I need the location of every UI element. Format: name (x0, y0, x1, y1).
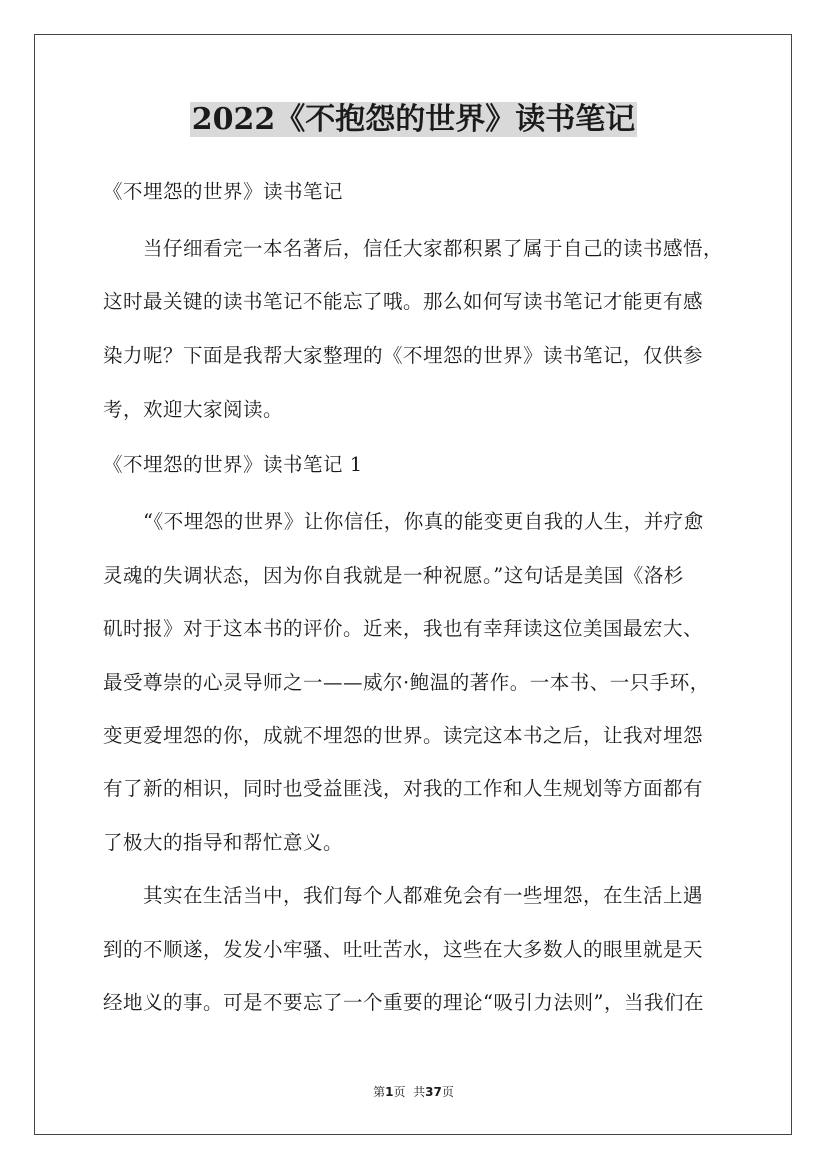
page-prefix: 第 (373, 1085, 386, 1099)
paragraph-line: 当仔细看完一本名著后，信任大家都积累了属于自己的读书感悟， (143, 237, 724, 260)
paragraph-line: 到的不顺遂，发发小牢骚、吐吐苦水，这些在大多数人的眼里就是天 (103, 938, 704, 961)
page-footer (0, 1083, 827, 1101)
paragraph-line: 最受尊崇的心灵导师之一——威尔·鲍温的著作。一本书、一只手环， (103, 671, 710, 694)
section-heading: 《不埋怨的世界》读书笔记 1 (103, 453, 363, 476)
paragraph-line: 经地义的事。可是不要忘了一个重要的理论“吸引力法则”，当我们在 (103, 991, 704, 1014)
section-heading: 《不埋怨的世界》读书笔记 (103, 180, 344, 203)
page-mid: 页 共 (393, 1085, 426, 1099)
document-title-text: 2022《不抱怨的世界》读书笔记 (191, 102, 636, 137)
page-total: 37 (425, 1085, 442, 1099)
paragraph-line: 矶时报》对于这本书的评价。近来，我也有幸拜读这位美国最宏大、 (103, 617, 704, 640)
paragraph-line: 变更爱埋怨的你，成就不埋怨的世界。读完这本书之后，让我对埋怨 (103, 724, 704, 747)
paragraph-line: 灵魂的失调状态，因为你自我就是一种祝愿。”这句话是美国《洛杉 (103, 564, 684, 587)
paragraph-line: 有了新的相识，同时也受益匪浅，对我的工作和人生规划等方面都有 (103, 777, 704, 800)
paragraph-line: 这时最关键的读书笔记不能忘了哦。那么如何写读书笔记才能更有感 (103, 290, 704, 313)
page-suffix: 页 (441, 1085, 454, 1099)
page-current: 1 (385, 1085, 394, 1099)
paragraph-line: “《不埋怨的世界》让你信任，你真的能变更自我的人生，并疗愈 (143, 510, 704, 533)
paragraph-line: 其实在生活当中，我们每个人都难免会有一些埋怨，在生活上遇 (143, 884, 704, 907)
document-title (0, 96, 827, 144)
paragraph-line: 了极大的指导和帮忙意义。 (103, 831, 344, 854)
paragraph-line: 考，欢迎大家阅读。 (103, 398, 284, 421)
paragraph-line: 染力呢？下面是我帮大家整理的《不埋怨的世界》读书笔记，仅供参 (103, 344, 704, 367)
